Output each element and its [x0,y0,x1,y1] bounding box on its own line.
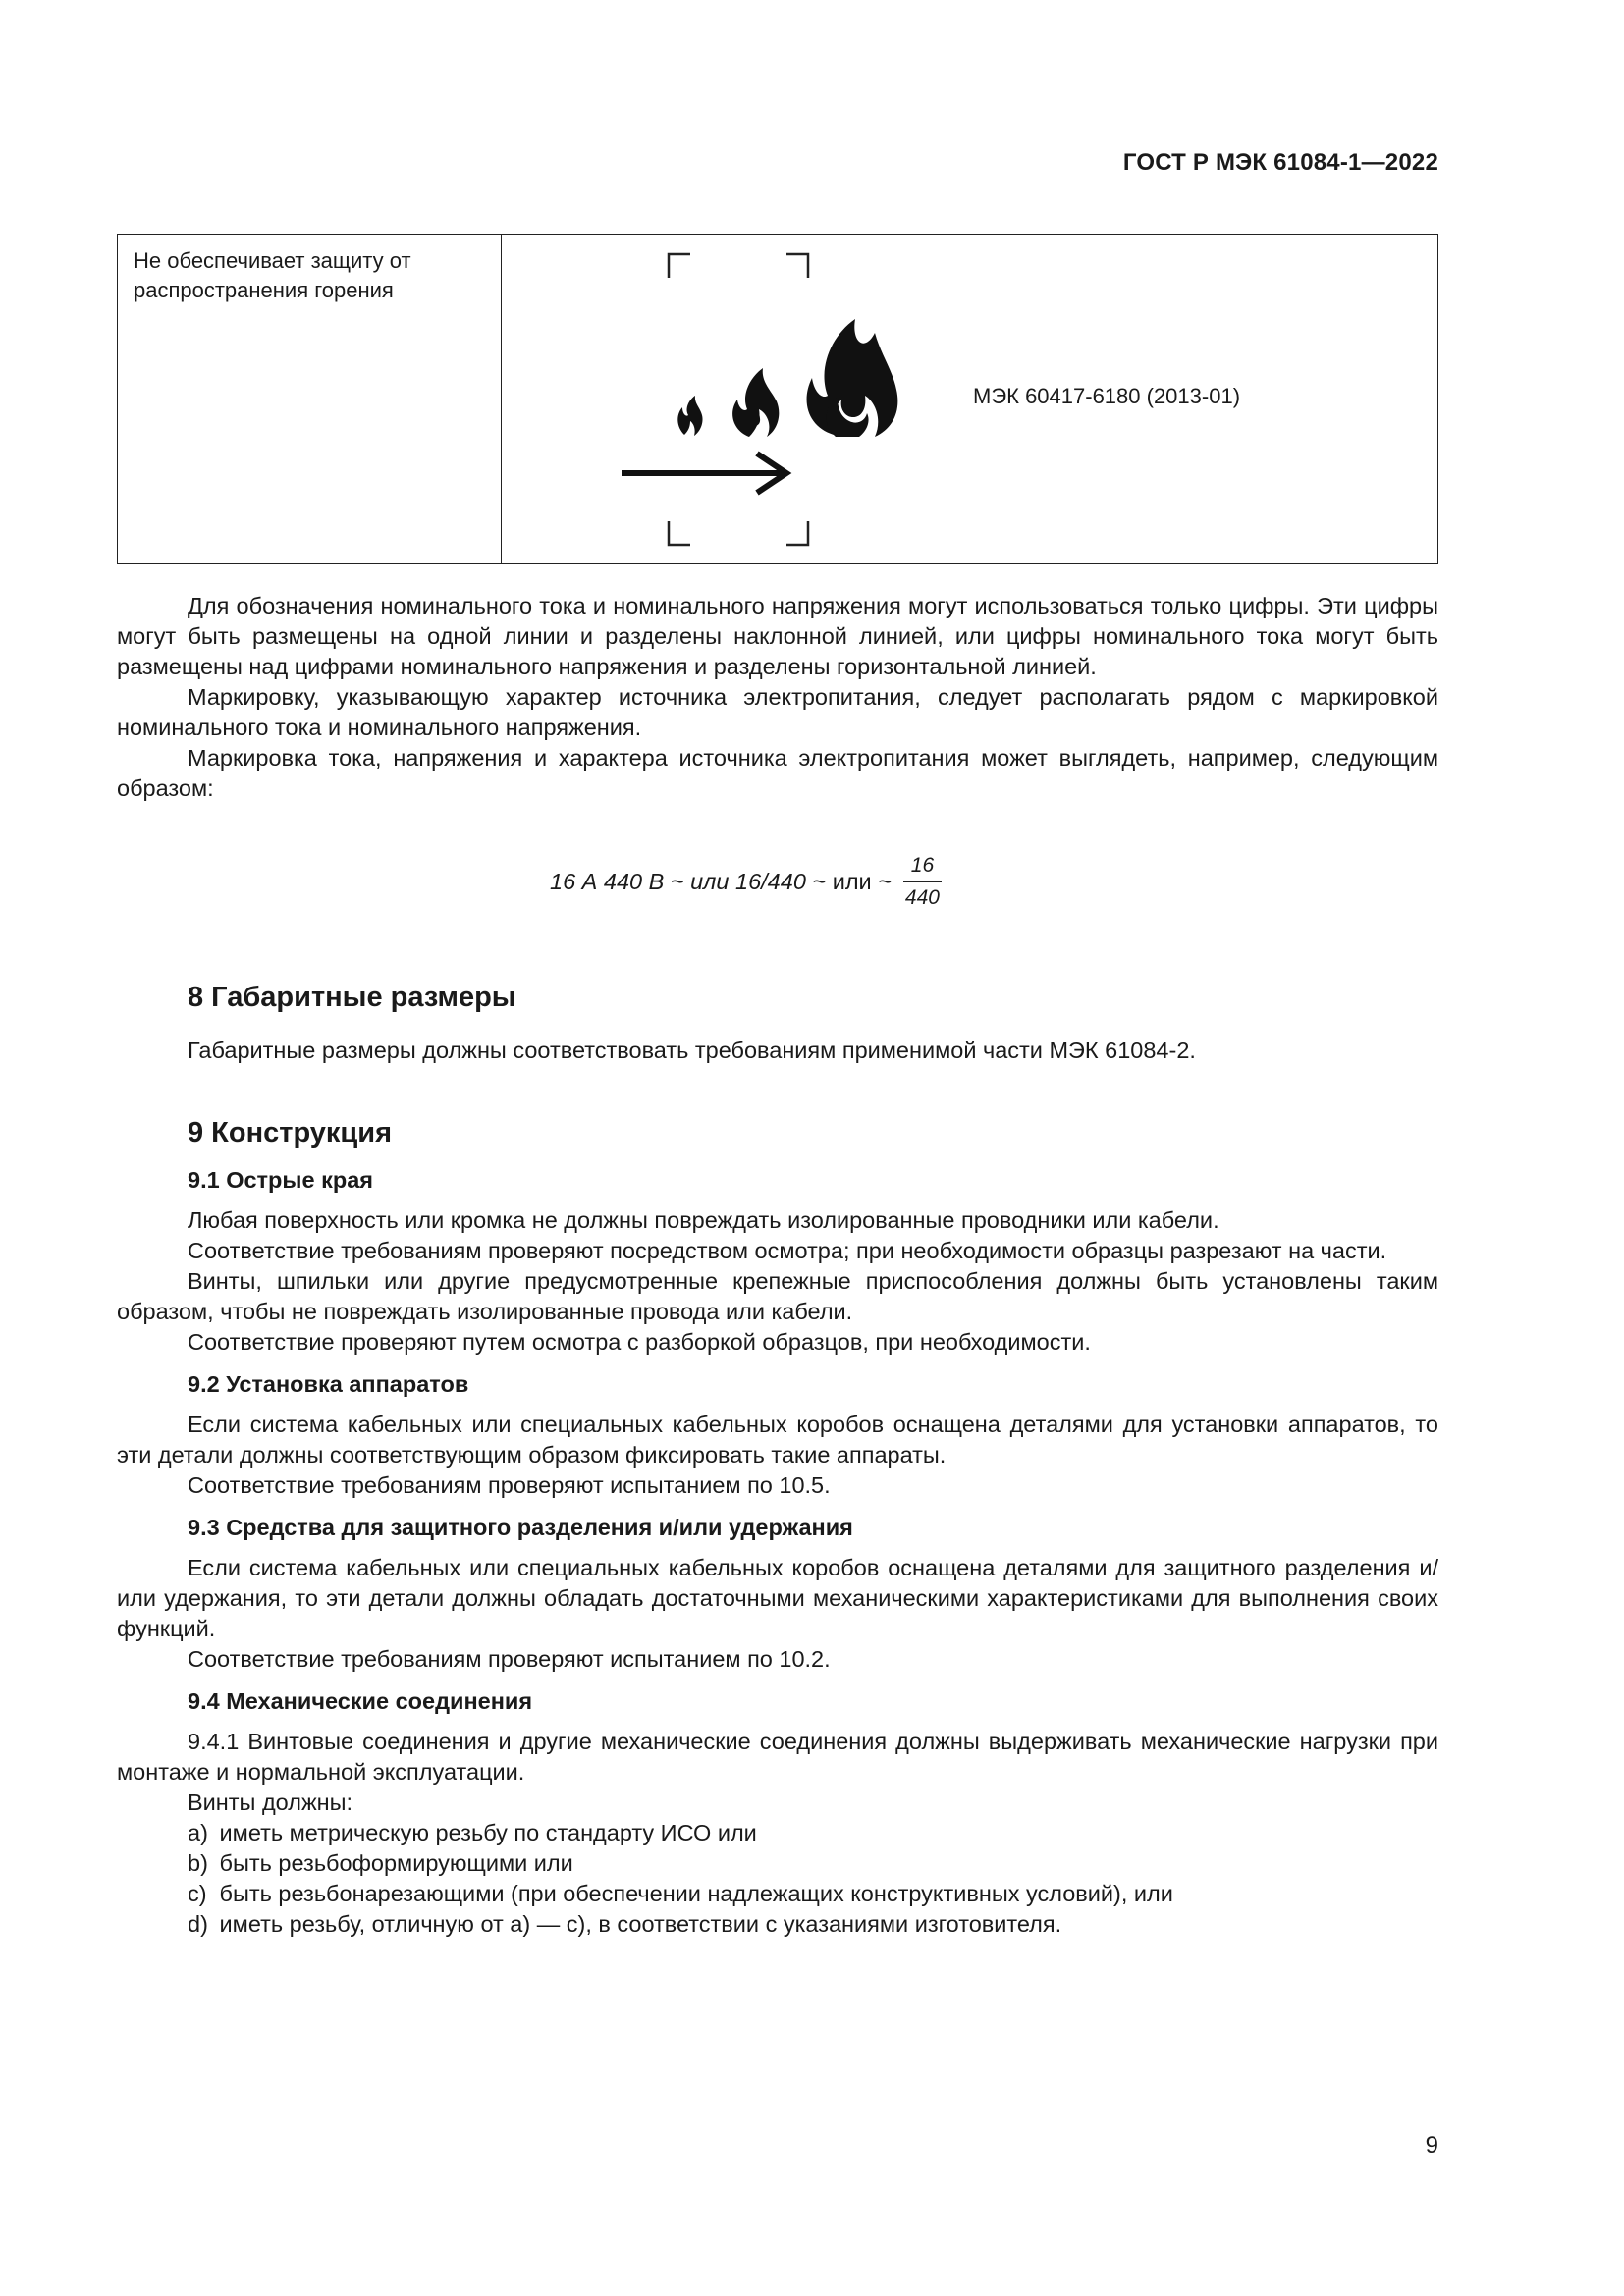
subsection-9-4-title: 9.4 Механические соединения [188,1688,533,1714]
paragraph: Винты, шпильки или другие предусмотренные крепежные приспособления должны быть установлены таким образом, чтобы не повреждать изолированные провода или кабели. [117,1268,1438,1324]
paragraph: Маркировка тока, напряжения и характера источника электропитания может выглядеть, например, следующим образом: [117,745,1438,801]
section-9 [117,1117,1438,1940]
list-marker: a) [188,1820,208,1845]
paragraph: Маркировку, указывающую характер источника электропитания, следует располагать рядом с маркировкой номинального тока и номинального напряжения. [117,684,1438,740]
paragraph: Соответствие проверяют путем осмотра с разборкой образцов, при необходимости. [188,1329,1091,1355]
list-item [117,1879,1438,1909]
symbol-description: Не обеспечивает защиту от распространения горения [134,248,411,302]
list-marker: c) [188,1881,207,1906]
subsection-9-2-title: 9.2 Установка аппаратов [188,1371,469,1397]
list-text: быть резьбонарезающими (при обеспечении надлежащих конструктивных условий), или [219,1881,1173,1906]
standard-code-header: ГОСТ Р МЭК 61084-1—2022 [1122,149,1438,176]
intro-text [117,591,1438,804]
list-text: быть резьбоформирующими или [219,1850,573,1876]
paragraph: Любая поверхность или кромка не должны повреждать изолированные проводники или кабели. [188,1207,1219,1233]
paragraph: Если система кабельных или специальных кабельных коробов оснащена деталями для установки аппаратов, то эти детали должны соответствующим образом фиксировать такие аппараты. [117,1412,1438,1468]
list-marker: d) [188,1911,208,1937]
paragraph: 9.4.1 Винтовые соединения и другие механические соединения должны выдерживать механические нагрузки при монтаже и нормальной эксплуатации. [117,1729,1438,1785]
formula-tilde: ~ [878,869,892,894]
fraction-numerator: 16 [903,854,942,882]
formula-fraction [897,854,947,910]
list-text: иметь метрическую резьбу по стандарту ИСО или [219,1820,757,1845]
paragraph: Если система кабельных или специальных кабельных коробов оснащена деталями для защитного разделения и/или удержания, то эти детали должны обладать достаточными механическими характеристиками для выполнения своих функций. [117,1555,1438,1641]
subsection-9-1-title: 9.1 Острые края [188,1167,373,1193]
symbol-description-cell [118,235,502,564]
paragraph: Для обозначения номинального тока и номинального напряжения могут использоваться только цифры. Эти цифры могут быть размещены на одной линии и разделены наклонной линией, или цифры номинального тока могут быть размещены над цифрами номинального напряжения и разделены горизонтальной линией. [117,593,1438,679]
list-marker: b) [188,1850,208,1876]
marking-formula [550,854,947,910]
list-item [117,1818,1438,1848]
paragraph: Соответствие требованиям проверяют испытанием по 10.2. [188,1646,831,1672]
symbol-table [117,234,1438,564]
page-number: 9 [1425,2132,1438,2159]
symbol-graphic-cell [502,235,1438,564]
list-text: иметь резьбу, отличную от a) — c), в соответствии с указаниями изготовителя. [219,1911,1062,1937]
paragraph: Соответствие требованиям проверяют испытанием по 10.5. [188,1472,831,1498]
paragraph: Габаритные размеры должны соответствовать требованиям применимой части МЭК 61084-2. [188,1038,1196,1063]
symbol-reference: МЭК 60417-6180 (2013-01) [973,384,1241,408]
paragraph: Соответствие требованиям проверяют посредством осмотра; при необходимости образцы разрезают на части. [188,1238,1387,1263]
section-8-title: 8 Габаритные размеры [188,982,516,1013]
formula-inline: 16 А 440 В ~ или 16/440 ~ [550,869,827,894]
list-item [117,1909,1438,1940]
paragraph: Винты должны: [188,1789,353,1815]
formula-or: или [832,869,872,894]
list-item [117,1848,1438,1879]
fraction-denominator: 440 [904,886,940,909]
flame-spread-arrow-icon [502,235,1439,565]
section-9-title: 9 Конструкция [188,1117,392,1148]
section-8 [117,982,1438,1066]
subsection-9-3-title: 9.3 Средства для защитного разделения и/или удержания [188,1515,853,1540]
